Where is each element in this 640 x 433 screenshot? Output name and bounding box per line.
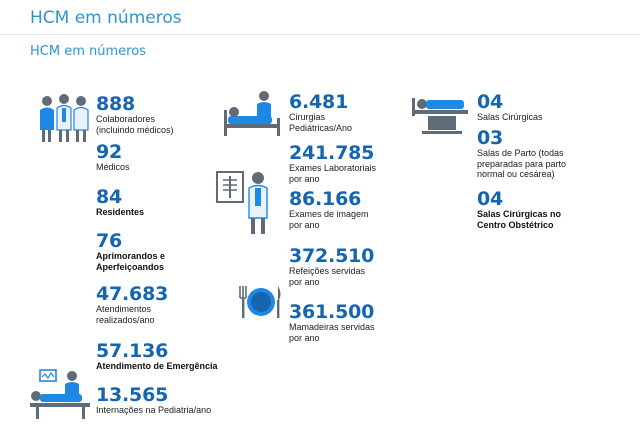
stat-label: Salas Cirúrgicas: [477, 112, 543, 122]
stat-colaboradores: [96, 94, 174, 135]
stat-value: 241.785: [289, 142, 375, 164]
stat-label: Residentes: [96, 207, 145, 217]
hospital-bed-icon: [222, 88, 284, 140]
stat-label: Exames Laboratoriais por ano: [289, 163, 377, 184]
stat-label: Aprimorandos e Aperfeiçoandos: [96, 251, 166, 272]
stat-value: 372.510: [289, 245, 375, 267]
stat-value: 04: [477, 91, 504, 113]
meal-plate-icon: [236, 284, 286, 320]
emergency-patient-icon: [28, 366, 96, 422]
stat-label: Salas de Parto (todas preparadas para parto normal ou cesárea): [477, 148, 567, 179]
stat-value: 92: [96, 141, 123, 163]
stat-mamadeiras: [289, 302, 375, 343]
stat-salas-cirurgicas: [477, 92, 543, 123]
stat-value: 76: [96, 230, 123, 252]
stat-value: 03: [477, 127, 504, 149]
stat-value: 888: [96, 93, 136, 115]
stat-value: 13.565: [96, 384, 169, 406]
stat-salas-obstetrico: [477, 189, 561, 230]
stat-medicos: [96, 142, 130, 173]
stat-label: Mamadeiras servidas por ano: [289, 322, 375, 343]
doctors-group-icon: [37, 92, 93, 144]
stat-label: Refeições servidas por ano: [289, 266, 366, 287]
stat-exames-imagem: [289, 189, 369, 230]
stat-residentes: [96, 187, 144, 218]
stat-refeicoes: [289, 246, 374, 287]
stat-label: Internações na Pediatria/ano: [96, 405, 212, 415]
operating-table-icon: [410, 92, 472, 136]
stat-value: 86.166: [289, 188, 362, 210]
stat-value: 47.683: [96, 283, 169, 305]
stat-atendimentos: [96, 284, 168, 325]
stat-value: 57.136: [96, 340, 169, 362]
stat-value: 04: [477, 188, 504, 210]
stat-salas-parto: [477, 128, 566, 180]
stat-label: Exames de imagem por ano: [289, 209, 369, 230]
title-divider: [0, 34, 640, 35]
stat-label: Atendimento de Emergência: [96, 361, 218, 371]
stat-cirurgias: [289, 92, 352, 133]
page-title: HCM em números: [30, 8, 182, 28]
stat-label: Médicos: [96, 162, 130, 172]
section-title: HCM em números: [30, 44, 146, 59]
stat-label: Salas Cirúrgicas no Centro Obstétrico: [477, 209, 562, 230]
stat-value: 84: [96, 186, 123, 208]
xray-doctor-icon: [214, 168, 276, 236]
stat-aprimorandos: [96, 231, 165, 272]
stat-emergencia: [96, 341, 218, 372]
stat-value: 6.481: [289, 91, 349, 113]
stat-internacoes: [96, 385, 211, 416]
stat-label: Colaboradores (incluindo médicos): [96, 114, 174, 135]
stat-label: Cirurgias Pediátricas/Ano: [289, 112, 353, 133]
stat-exames-laboratoriais: [289, 143, 376, 184]
stat-value: 361.500: [289, 301, 375, 323]
stat-label: Atendimentos realizados/ano: [96, 304, 155, 325]
